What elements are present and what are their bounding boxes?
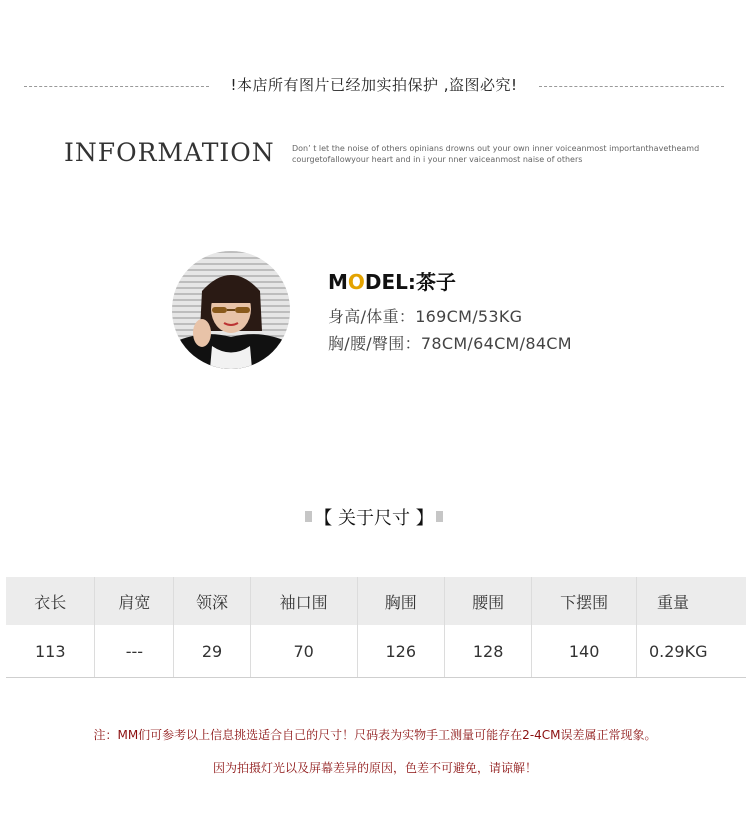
size-table-header: 胸围 (357, 577, 444, 625)
sizing-note: 注：MM们可参考以上信息挑选适合自己的尺寸！尺码表为实物手工测量可能存在2-4CM误差属正常现象。 (93, 728, 657, 742)
information-desc-line-2: courgetofallowyour heart and in i your nner vaiceanmost naise of others (292, 155, 583, 164)
size-section-heading (305, 504, 443, 528)
model-label-m: M (328, 270, 348, 294)
size-table-cell: 29 (174, 625, 251, 678)
size-table-header: 肩宽 (95, 577, 174, 625)
model-label-rest: DEL: (364, 270, 416, 294)
table-row (6, 625, 746, 678)
size-table-cell: 128 (444, 625, 531, 678)
dashed-divider-right (539, 86, 724, 87)
model-photo-illustration (172, 251, 290, 369)
information-title: INFORMATION (64, 138, 275, 167)
size-table-cell: 113 (6, 625, 95, 678)
model-measurements: 胸/腰/臀围：78CM/64CM/84CM (328, 334, 572, 353)
size-table-header: 衣长 (6, 577, 95, 625)
size-table-cell: 126 (357, 625, 444, 678)
size-table-header: 重量 (636, 577, 746, 625)
size-table-header-row (6, 577, 746, 625)
size-table-cell: 70 (250, 625, 357, 678)
size-table (6, 577, 746, 678)
size-table-header: 下摆围 (532, 577, 637, 625)
size-table-cell: 0.29KG (636, 625, 746, 678)
copyright-notice: !本店所有图片已经加实拍保护 ,盗图必究! (230, 76, 518, 94)
size-heading-label: 【 关于尺寸 】 (314, 508, 434, 529)
size-table-cell: --- (95, 625, 174, 678)
model-height-weight: 身高/体重：169CM/53KG (328, 307, 523, 326)
copyright-banner (24, 74, 724, 98)
model-name-heading (328, 266, 456, 295)
size-table-header: 袖口围 (250, 577, 357, 625)
size-table-header: 领深 (174, 577, 251, 625)
model-label-o: O (347, 270, 365, 294)
information-desc-line-1: Don’ t let the noise of others opinians drowns out your own inner voiceanmost importanthavetheamd (292, 144, 700, 153)
color-difference-note: 因为拍摄灯光以及屏幕差异的原因，色差不可避免，请谅解！ (212, 761, 537, 775)
dashed-divider-left (24, 86, 209, 87)
information-description (292, 143, 712, 165)
model-name: 茶子 (415, 270, 456, 294)
size-table-header: 腰围 (444, 577, 531, 625)
size-table-cell: 140 (532, 625, 637, 678)
model-avatar (172, 251, 290, 369)
